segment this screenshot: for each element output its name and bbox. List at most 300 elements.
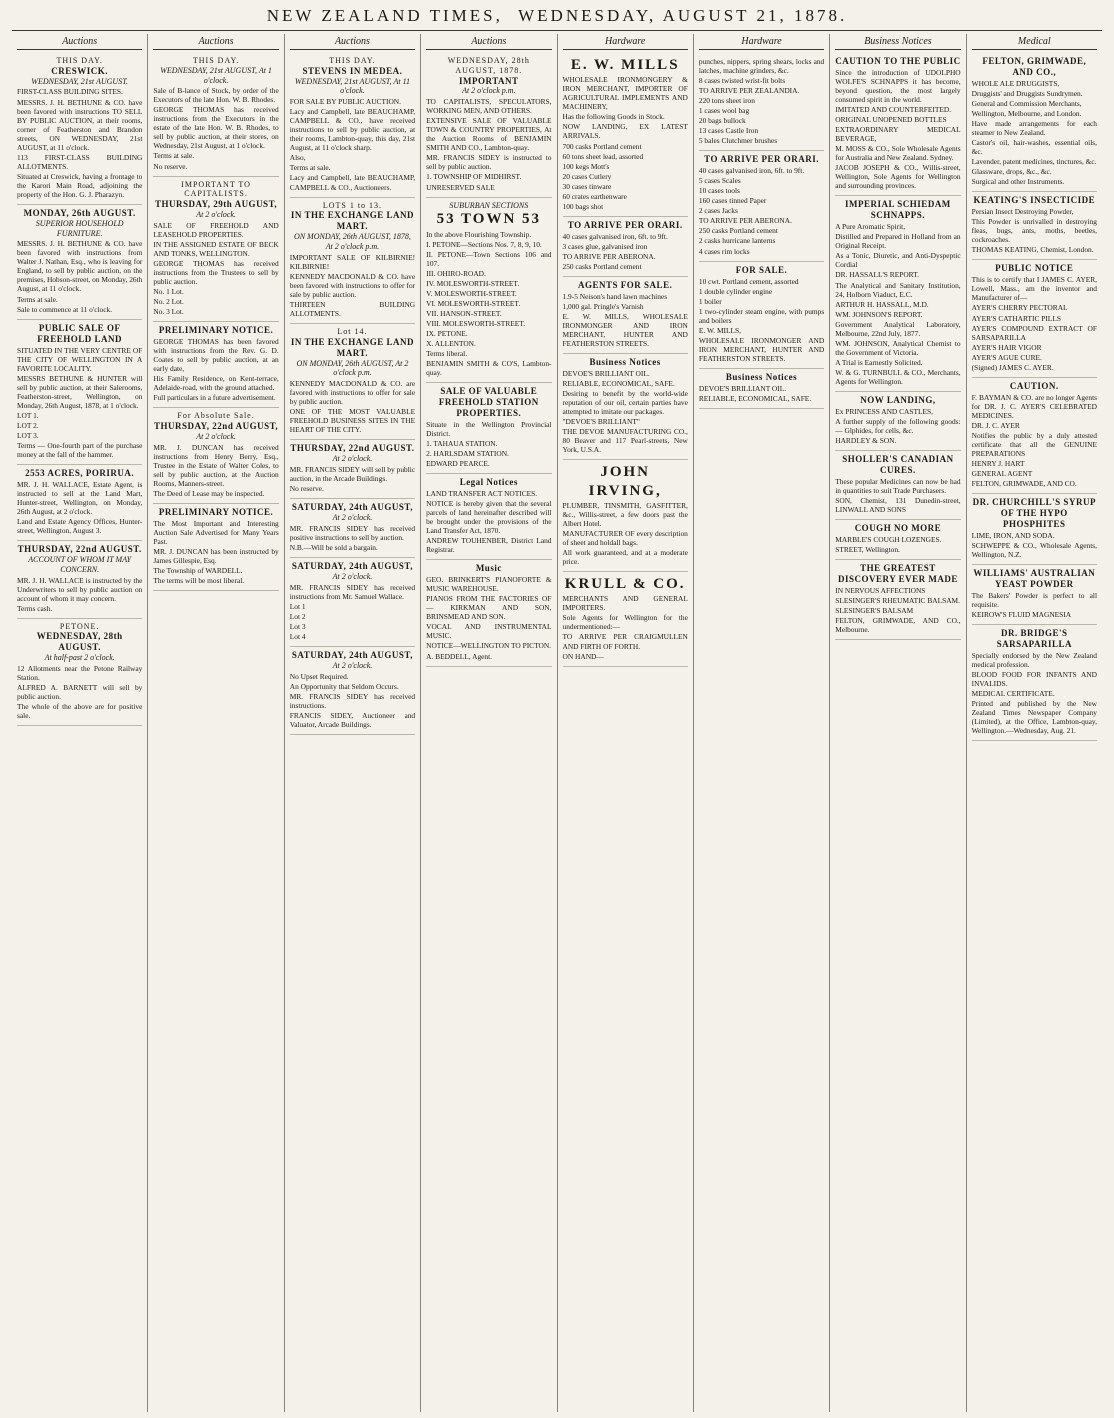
notice-text: ON HAND— [562,651,604,661]
notice-text: DR. J. C. AYER [971,420,1020,430]
notice-text: 1.9-5 Neison's hand lawn machines [562,291,668,301]
notice-text: The Analytical and Sanitary Institution, 24, Holborn Viaduct, E.C. [835,280,961,299]
notice-text: ALFRED A. BARNETT will sell by public auction. [17,683,143,702]
notice-text: Since the introduction of UDOLPHO WOLFE'S SCHNAPPS it has become, beyond question, the most largely consumed spirit in the world. [835,67,961,105]
notice [426,474,551,560]
notice-text: Situate in the Wellington Provincial District. [426,419,552,438]
notice-text: No. 3 Lot. [153,307,184,317]
notice [17,619,142,727]
notice-text: This is to certify that I JAMES C. AYER, Lowell, Mass., am the inventor and Manufacturer of— [971,275,1097,303]
notice-text: NOTICE is hereby given that the several parcels of land hereinafter described will be brought under the provisions of the Land Transfer Act, 1870. [426,499,552,536]
column-6 [694,34,830,1412]
notice-heading: AGENTS FOR SALE. [578,279,673,290]
notice-text: MR. J. H. WALLACE is instructed by the Underwriters to sell by public auction on account of whom it may concern. [17,575,143,603]
notice [153,177,278,323]
notice-text: 2 cases Jacks [698,206,738,216]
notice-text: 20 cases Cutlery [562,171,612,181]
notice-text: 4 cases rim locks [698,246,750,256]
notice-text: AYER'S CHERRY PECTORAL [971,303,1068,313]
notice-caption: Lot 14. [337,326,368,336]
column-heading: Auctions [426,34,551,50]
notice-text: FELTON, GRIMWADE, AND CO. [971,478,1077,488]
notice-text: SON, Chemist, 131 Dunedin-street, LINWALL AND SONS [835,495,961,514]
notice-subheading: ON MONDAY, 26th AUGUST, At 2 o'clock p.m. [296,358,409,378]
notice-text: 10 cases tools [698,186,740,196]
notice-heading: STEVENS IN MEDEA. [302,65,403,76]
notice-heading: SATURDAY, 24th AUGUST, [291,560,413,571]
notice-subheading: ON MONDAY, 26th AUGUST, 1878, At 2 o'clock p.m. [293,232,411,251]
notice-text: TO ARRIVE PER ABERONA. [562,251,656,261]
notice [699,262,824,369]
notice-subheading: WEDNESDAY, 21st AUGUST, At 1 o'clock. [160,65,272,85]
notice-text: No. 1 Lot. [153,286,184,296]
notice-subheading: SUPERIOR HOUSEHOLD FURNITURE. [35,218,124,238]
notice-subheading: At 2 o'clock. [196,431,236,441]
notice-text: 13 cases Castle Iron [698,126,759,136]
notice-text: Terms at sale. [289,163,331,173]
column-heading: Hardware [563,34,688,50]
notice-heading: SATURDAY, 24th AUGUST, [291,502,413,513]
notice-text: X. ALLENTON. [426,338,476,348]
notice-text: SITUATED IN THE VERY CENTRE OF THE CITY OF WELLINGTON IN A FAVORITE LOCALITY. [17,345,143,373]
notice [153,504,278,591]
notice-heading: PUBLIC SALE OF FREEHOLD LAND [37,322,123,344]
notice-heading: Legal Notices [459,477,518,488]
notice-subheading: WEDNESDAY, 21st AUGUST. [31,76,129,86]
notice-text: This Powder is unrivalled in destroying fleas, bugs, ants, moths, beetles, cockroaches. [971,217,1097,245]
notice-text: WM. JOHNSON'S REPORT. [835,309,923,319]
notice-text: Terms at sale. [17,294,58,304]
notice-text: BENJAMIN SMITH & CO'S, Lambton-quay. [426,358,552,378]
notice-heading: THURSDAY, 22nd AUGUST. [290,443,415,454]
notice-text: Full particulars in a future advertisement. [153,393,276,403]
notice [290,558,415,647]
notice-text: 1 cases wool bag [698,106,750,116]
notice-heading: 2553 ACRES, PORIRUA. [25,467,135,478]
notice-text: WM. JOHNSON, Analytical Chemist to the Government of Victoria. [835,338,961,357]
notice-text: TO CAPITALISTS, SPECULATORS, WORKING MEN, AND OTHERS. [426,97,552,116]
notice [17,465,142,541]
notice [835,196,960,391]
notice-text: JACOB JOSEPH & CO., Willis-street, Wellington, Sole Agents for Wellington and surrounding provinces. [835,163,961,191]
notice-text: M. MOSS & CO., Sole Wholesale Agents for Australia and New Zealand. Sydney. [835,144,961,163]
notice-text: HENRY J. HART [971,458,1025,468]
notice-text: Have made arrangements for each steamer to New Zealand. [971,119,1097,138]
notice-text: Surgical and other Instruments. [971,177,1065,187]
notice-heading: NOW LANDING, [860,394,936,405]
notice-text: No reserve. [153,161,188,171]
notice [153,53,278,177]
notice-text: SLESINGER'S BALSAM [835,606,914,616]
notice-text: 100 kegs Mott's [562,161,610,171]
notice-text: 40 cases galvanised iron, 6ft. to 9ft. [698,166,805,176]
notice-text: NOTICE—WELLINGTON TO PICTON. [426,641,552,651]
notice-text: 1 double cylinder engine [698,286,773,296]
notice-text: Printed and published by the New Zealand Times Newspaper Company (Limited), at the Office, Lambton-quay, Wellington.—Wednesday, Aug. 21. [971,699,1097,736]
notice-subheading: At 2 o'clock. [332,513,373,523]
column-5 [558,34,694,1412]
notice [290,647,415,735]
notice-text: WHOLESALE IRONMONGERY & IRON MERCHANT, IMPORTER OF AGRICULTURAL IMPLEMENTS AND MACHINERY, [562,75,688,112]
notice-text: MR. FRANCIS SIDEY has received instructions. [289,691,416,710]
notice-text: All work guaranteed, and at a moderate price. [562,547,688,567]
notice-text: ONE OF THE MOST VALUABLE FREEHOLD BUSINESS SITES IN THE HEART OF THE CITY. [289,407,416,435]
notice-text: V. MOLESWORTH-STREET. [426,288,517,298]
notice-text: SLESINGER'S RHEUMATIC BALSAM. [835,596,960,605]
notice [972,378,1097,494]
notice-text: UNRESERVED SALE [426,182,495,192]
notice-caption: IMPORTANT TO CAPITALISTS. [181,179,251,199]
notice-text: Wellington, Melbourne, and London. [971,109,1082,119]
notice-text: IN NERVOUS AFFECTIONS [835,585,926,595]
notice-caption: THIS DAY. [329,56,376,65]
column-heading: Auctions [17,34,142,50]
notice-text: Desiring to benefit by the world-wide reputation of our oil, certain parties have attempted to imitate our packages. [562,389,688,417]
masthead-rule [12,30,1102,31]
column-7 [830,34,966,1412]
notice-text: MANUFACTURER OF every description of sheet and holdall bags. [562,528,688,547]
notice-caption: PETONE. [59,621,100,631]
notice [290,440,415,499]
notice-heading: THURSDAY, 29th AUGUST, [154,199,278,210]
notice-display-heading: JOHN IRVING, [588,464,662,499]
notice-text: LIME, IRON, AND SODA. [971,530,1055,540]
notice-text: Lavender, patent medicines, tinctures, &c. [971,157,1097,167]
notice-text: IX. PETONE. [426,328,468,338]
notice-display-heading: E. W. MILLS [570,57,680,73]
notice-text: The Township of WARDELL. [153,566,243,576]
column-4 [421,34,557,1412]
notice [835,451,960,520]
notice [972,494,1097,565]
column-heading: Auctions [153,34,278,50]
notice-text: The terms will be most liberal. [153,576,245,586]
notice-heading: IMPORTANT [459,75,519,86]
notice-text: The Bakers' Powder is perfect to all requisite. [971,590,1097,609]
notice-heading: SALE OF VALUABLE FREEHOLD STATION PROPERTIES. [438,386,539,418]
notice-text: Lot 3 [289,621,306,631]
notice-heading: PRELIMINARY NOTICE. [158,506,274,517]
notice [972,565,1097,625]
notice-text: DEVOE'S BRILLIANT OIL. [562,368,650,378]
notice-heading: SHOLLER'S CANADIAN CURES. [842,453,954,475]
notice-text: 2. HARLSDAM STATION. [426,449,509,459]
notice-heading: IN THE EXCHANGE LAND MART. [290,210,414,232]
notice-caption: WEDNESDAY, 28th AUGUST, 1878. [447,56,530,75]
notice-text: LOT 2. [17,420,39,430]
notice-text: VI. MOLESWORTH-STREET. [426,298,521,308]
notice-text: Terms liberal. [426,348,468,358]
notice-heading: Music [475,563,502,574]
notice [563,572,688,667]
notice-heading: DR. CHURCHILL'S SYRUP OF THE HYPO PHOSPHITES [972,496,1096,529]
notice [17,541,142,619]
notice-text: 1,000 gal. Pringle's Varnish [562,301,644,311]
notice-text: Terms cash. [17,603,53,613]
notice-heading: KEATING'S INSECTICIDE [973,195,1096,206]
notice-subheading: At half-past 2 o'clock. [44,653,115,663]
notice-heading: THE GREATEST DISCOVERY EVER MADE [838,563,958,584]
notice-text: Lot 4 [289,631,306,641]
notice-text: The Deed of Lease may be inspected. [153,488,265,498]
notice-text: N.B.—Will be sold a bargain. [289,542,378,552]
notice-text: Sale to commence at 11 o'clock. [17,304,113,314]
notice [17,53,142,205]
notice-text: 250 casks Portland cement [698,226,778,236]
notice-text: ORIGINAL UNOPENED BOTTLES [835,115,947,125]
notice-text: TO ARRIVE PER ZEALANDIA. [698,86,800,96]
notice-text: 1. TAHAUA STATION. [426,439,498,449]
notice-text: An Opportunity that Seldom Occurs. [289,681,399,691]
notice-heading: COUGH NO MORE [854,523,942,533]
notice-text: AYER'S COMPOUND EXTRACT OF SARSAPARILLA [971,323,1097,342]
notice-text: MERCHANTS AND GENERAL IMPORTERS. [562,594,688,613]
notice-text: Land and Estate Agency Offices, Hunter-street, Wellington, August 3. [17,516,143,535]
notice-heading: IMPERIAL SCHIEDAM SCHNAPPS. [845,199,951,221]
notice-text: 5 bales Clutchmer brushes [698,136,778,146]
notice [290,198,415,324]
notice-text: Lacy and Campbell, late BEAUCHAMP, CAMPBELL & CO., Auctioneers. [289,173,416,192]
notice-display-heading: KRULL & CO. [564,576,686,593]
notice [563,277,688,354]
notice-text: NOW LANDING, EX LATEST ARRIVALS. [562,122,688,141]
notice-text: Sole Agents for Wellington for the undermentioned:— [562,613,688,632]
notice-text: 220 tons sheet iron [698,96,755,106]
notice [153,322,278,408]
notice-text: STREET, Wellington. [835,545,900,554]
notice-heading: TO ARRIVE PER ORARI. [567,219,683,230]
notice-text: Distilled and Prepared in Holland from an Original Receipt. [835,232,961,251]
notice-text: II. PETONE—Town Sections 106 and 107. [426,249,552,268]
notice-heading: FELTON, GRIMWADE, AND CO., [982,56,1087,77]
notice-heading: PRELIMINARY NOTICE. [158,325,274,336]
notice-text: GEORGE THOMAS has been favored with instructions from the Rev. G. D. Coates to sell by public auction, at an early date, [153,337,279,374]
notice-text: No. 2 Lot. [153,297,184,306]
notice-text: MR. FRANCIS SIDEY will sell by public auction, in the Arcade Buildings. [289,465,416,484]
notice-text: FIRST-CLASS BUILDING SITES. [17,87,123,97]
notice-text: LOT 3. [17,430,39,440]
notice-text: Lot 1 [289,601,306,611]
notice-heading: CRESWICK. [51,65,109,76]
notice-text: 30 cases tinware [562,181,612,191]
column-8 [967,34,1102,1412]
notice-heading: WILLIAMS' AUSTRALIAN YEAST POWDER [973,567,1096,589]
notice-text: 113 FIRST-CLASS BUILDING ALLOTMENTS. [17,152,143,171]
notice-text: The Most Important and Interesting Auction Sale Advertised for Many Years Past. [153,518,279,546]
notice-text: 160 cases tinned Paper [698,196,767,206]
notice-text: 20 bags bullock [698,116,746,126]
column-heading: Business Notices [835,34,960,50]
notice-text: Ex PRINCESS AND CASTLES, [835,406,933,416]
notice [972,192,1097,260]
column-heading: Auctions [290,34,415,50]
notice-caption: For Absolute Sale. [177,411,255,421]
notice-text: A further supply of the following goods:— Glphides, for cells, &c. [835,416,961,435]
notice-text: GEORGE THOMAS has received instructions from the Executors in the estate of the late Hon. W. B. Rhodes, to sell by public auction, at their stores, on Wednesday, 21st August, at 1 o'clock. [153,105,279,151]
notice-subheading: ACCOUNT OF WHOM IT MAY CONCERN. [28,555,132,574]
notice [699,53,824,151]
notice-text: Lacy and Campbell, late BEAUCHAMP, CAMPBELL & CO., have received instructions to sell by public auction, at their rooms, Lambton-quay, this day, 21st August, at 11 o'clock sharp. [289,107,416,153]
notice [835,560,960,640]
notice-text: 3 cases glue, galvanised iron [562,241,648,251]
notice-text: WHOLESALE IRONMONGER AND IRON MERCHANT, HUNTER AND FEATHERSTON STREETS. [698,335,825,363]
notice-text: These popular Medicines can now be had in quantities to suit Trade Purchasers. [835,476,961,495]
notice-text: THIRTEEN BUILDING ALLOTMENTS. [289,299,416,318]
notice-text: MESSRS. J. H. BETHUNE & CO. have been favored with instructions from Walter J. Nathan, Esq., who is leaving for England, to sell by public auction, on the premises, Hobson-street, on Monday, 26th August, at 11 o'clock. [17,239,143,294]
notice-text: MESSRS BETHUNE & HUNTER will sell by public auction, at their Salerooms, Featherston-street, Wellington, on Monday, 26th August, 1878, at 1 o'clock. [17,373,143,410]
notice-text: No Upset Required. [289,671,349,681]
notice-text: IN THE ASSIGNED ESTATE OF BECK AND TONKS, WELLINGTON. [153,239,279,258]
notice-heading: Business Notices [725,371,798,382]
notice [153,408,278,504]
notice [290,324,415,440]
notice [563,217,688,277]
notice-text: Specially endorsed by the New Zealand medical profession. [971,650,1097,669]
notice-text: Also, [289,153,306,163]
notice-caption: THIS DAY. [56,56,103,65]
notice [699,151,824,261]
notice-text: MR. J. H. WALLACE, Estate Agent, is instructed to sell at the Land Mart, Hunter-street, Wellington, on Monday, 26th August, at 2 o'clock. [17,479,143,516]
notice-text: SALE OF FREEHOLD AND LEASEHOLD PROPERTIES. [153,220,279,239]
notice-text: A Trial is Earnestly Solicited. [835,357,923,367]
notice [835,53,960,196]
notice-text: FRANCIS SIDEY, Auctioneer and Valuator, Arcade Buildings. [289,710,416,729]
notice [290,499,415,558]
notice-display-heading: 53 TOWN 53 [436,211,542,228]
notice-text: 8 cases twisted wrist-fit bolts [698,76,786,86]
notice-heading: CAUTION. [1009,380,1059,391]
masthead-date: WEDNESDAY, AUGUST 21, 1878. [518,6,848,25]
notice-text: W. & G. TURNBULL & CO., Merchants, Agents for Wellington. [835,367,961,386]
notice [972,53,1097,192]
notice-text: THE DEVOE MANUFACTURING CO., 80 Beaver and 117 Pearl-streets, New York, U.S.A. [562,427,688,455]
notice-text: A. BEDDELL, Agent. [426,651,493,661]
notice-text: RELIABLE, ECONOMICAL, SAFE. [562,378,675,388]
notice-text: EDWARD PEARCE. [426,459,490,469]
notice-subheading: WEDNESDAY, 21st AUGUST, At 11 o'clock. [294,76,410,96]
notice-text: Has the following Goods in Stock. [562,112,665,122]
notice [17,320,142,465]
notice-text: Sale of B-lance of Stock, by order of the Executors of the late Hon. W. B. Rhodes. [153,86,279,105]
notice-text: MR. J. DUNCAN has been instructed by James Gillespie, Esq. [153,546,279,565]
notice-text: IMPORTANT SALE OF KILBIRNIE! KILBIRNIE! [289,252,416,271]
notice-subheading: SUBURBAN SECTIONS [449,200,529,210]
notice-subheading: At 2 o'clock. [332,660,373,670]
notice-text: RELIABLE, ECONOMICAL, SAFE. [698,393,812,403]
notice-text: His Family Residence, on Kent-terrace, Adelaide-road, with the ground attached. [153,374,279,393]
notice-text: 60 crates earthenware [562,191,627,201]
notice-text: F. BAYMAN & CO. are no longer Agents for DR. J. C. AYER'S CELEBRATED MEDICINES. [971,392,1097,420]
notice-text: BLOOD FOOD FOR INFANTS AND INVALIDS. [971,670,1097,689]
notice-text: 1 boiler [698,296,722,306]
notice-subheading: At 2 o'clock p.m. [462,86,516,96]
notice-text: GEORGE THOMAS has received instructions from the Trustees to sell by public auction. [153,258,279,286]
notice-text: In the above Flourishing Township. [426,229,532,239]
notice-text: Druggists' and Druggists Sundrymen. [971,88,1083,98]
notice-text: DR. HASSALL'S REPORT. [835,270,919,280]
notice-text: PIANOS FROM THE FACTORIES OF— KIRKMAN AND SON, BRINSMEAD AND SON. [426,594,552,622]
notice-text: 250 casks Portland cement [562,261,642,271]
notice-heading: WEDNESDAY, 28th AUGUST. [36,631,123,653]
columns [12,34,1102,1412]
notice-caption: LOTS 1 to 13. [322,200,383,210]
notice-text: MEDICAL CERTIFICATE. [971,689,1055,699]
notice-text: General and Commission Merchants, [971,99,1082,108]
notice [972,260,1097,377]
notice-text: 2 casks hurricane lanterns [698,236,776,246]
notice-heading: MONDAY, 26th AUGUST. [23,207,136,218]
column-1 [12,34,148,1412]
notice-heading: Business Notices [589,356,661,367]
notice-text: Persian Insect Destroying Powder, [971,207,1074,217]
notice-text: VII. HANSON-STREET. [426,308,502,318]
notice-text: III. OHIRO-ROAD. [426,268,486,278]
notice-text: LOT 1. [17,410,39,420]
notice [563,53,688,217]
notice-text: FOR SALE BY PUBLIC AUCTION. [289,97,401,107]
notice-text: AYER'S CATHARTIC PILLS [971,313,1061,323]
notice-text: No reserve. [289,484,324,494]
notice-heading: TO ARRIVE PER ORARI. [704,154,819,165]
notice-heading: THURSDAY, 22nd AUGUST. [17,544,142,555]
notice-text: KENNEDY MACDONALD & CO. are favored with instructions to offer for sale by public auction. [289,379,416,407]
notice-text: A Pure Aromatic Spirit, [835,222,906,232]
notice-text: MR. J. DUNCAN has received instructions from Henry Berry, Esq., Trustee in the Estate of Walter Coles, to sell by public auction, at the Auction Rooms, Manners-street. [153,442,279,488]
notice-text: EXTENSIVE SALE OF VALUABLE TOWN & COUNTRY PROPERTIES, At the Auction Rooms of BENJAMIN SMITH AND CO., Lambton-quay. [426,116,552,153]
notice-text: GENERAL AGENT [971,468,1033,478]
notice-heading: DR. BRIDGE'S SARSAPARILLA [996,628,1072,649]
notice [563,460,688,572]
masthead-title: NEW ZEALAND TIMES, [266,6,503,25]
notice-heading: IN THE EXCHANGE LAND MART. [290,336,414,358]
notice-text: 100 bags shot [562,201,604,211]
notice-text: HARDLEY & SON. [835,435,897,445]
notice-text: Government Analytical Laboratory, Melbourne, 22nd July, 1877. [835,319,961,338]
notice-text: VOCAL AND INSTRUMENTAL MUSIC. [426,622,552,641]
notice [426,383,551,474]
notice-text: E. W. MILLS, [698,325,741,335]
notice-heading: PUBLIC NOTICE [995,263,1074,274]
notice [426,53,551,198]
masthead [0,6,1114,26]
notice-text: MARBLE'S COUGH LOZENGES. [835,534,942,544]
notice-subheading: At 2 o'clock. [196,210,236,219]
notice [426,560,551,666]
notice [426,198,551,384]
notice-text: As a Tonic, Diuretic, and Anti-Dyspeptic Cordial [835,251,961,270]
notice [290,53,415,198]
notice-text: Terms at sale. [153,151,195,161]
notice-text: 700 casks Portland cement [562,141,642,151]
notice-text: Glassware, drops, &c., &c. [971,167,1052,177]
notice-text: punches, nippers, spring shears, locks and latches, machine grinders, &c. [698,57,825,76]
notice-text: Notifies the public by a duly attested certificate that all the GENUINE PREPARATIONS [971,430,1097,458]
notice-text: TO ARRIVE PER ABERONA. [698,216,792,226]
column-heading: Medical [972,34,1097,50]
notice [835,392,960,451]
notice-text: Lot 2 [289,611,306,621]
notice-heading: THURSDAY, 22nd AUGUST, [153,421,279,431]
column-heading: Hardware [699,34,824,50]
notice-subheading: At 2 o'clock. [332,454,373,464]
notice-text: KEIROW'S FLUID MAGNESIA [971,609,1072,619]
notice [972,625,1097,741]
notice-heading: FOR SALE. [735,264,788,275]
notice-text: KENNEDY MACDONALD & CO. have been favored with instructions to offer for sale by public auction. [289,271,416,299]
notice-text: "DEVOE'S BRILLIANT" [562,417,640,427]
notice-text: E. W. MILLS, WHOLESALE IRONMONGER AND IRON MERCHANT, HUNTER AND FEATHERSTON STREETS. [562,311,688,348]
notice [699,369,824,409]
